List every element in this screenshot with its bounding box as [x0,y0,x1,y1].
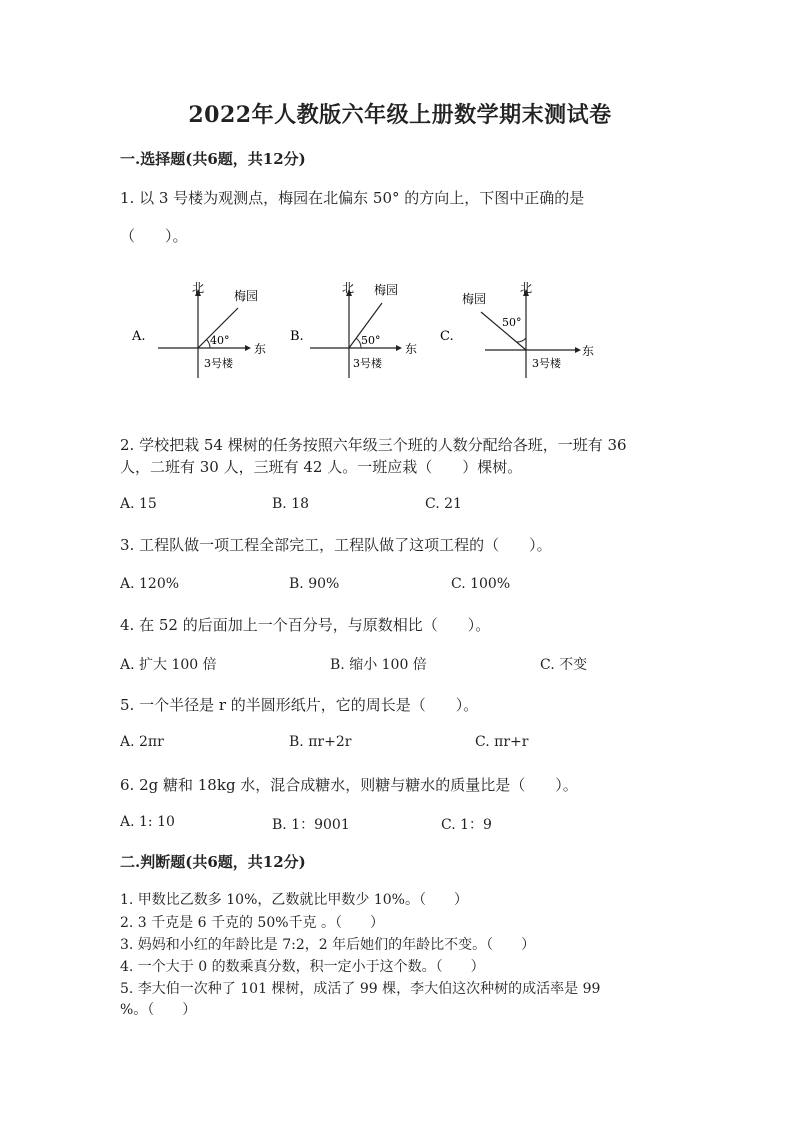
question-6-option-b: B. 1：9001 [272,817,350,833]
judge-item-4: 4. 一个大于 0 的数乘真分数，积一定小于这个数。（ ） [120,959,485,975]
figure-c-east-arrow [575,347,581,353]
figure-a-angle-label: 40° [210,334,230,347]
figure-c-origin-label: 3号楼 [532,357,561,370]
section-heading-judge: 二.判断题(共6题，共12分) [120,853,306,871]
figure-c-option-label: C. [440,329,454,344]
question-3-option-b: B. 90% [289,576,340,592]
figure-b-north-label: 北 [342,281,355,295]
judge-item-2: 2. 3 千克是 6 千克的 50%千克 。（ ） [120,915,384,931]
figure-b-east-arrow [396,345,402,351]
question-2-option-b: B. 18 [272,496,310,512]
figure-c-angle-label: 50° [502,316,522,329]
figure-b-angle-label: 50° [361,334,381,347]
question-3-option-c: C. 100% [451,576,511,592]
figure-a [131,281,266,378]
figure-a-east-arrow [245,345,251,351]
judge-item-5-line-1: 5. 李大伯一次种了 101 棵树，成活了 99 棵，李大伯这次种树的成活率是 99 [120,981,601,997]
figure-c-north-label: 北 [520,281,533,295]
question-4-text: 4. 在 52 的后面加上一个百分号，与原数相比（ ）。 [120,616,491,634]
figure-b [290,281,417,378]
question-6-text: 6. 2g 糖和 18kg 水，混合成糖水，则糖与糖水的质量比是（ ）。 [120,776,578,794]
question-4-option-c: C. 不变 [540,657,588,673]
question-2-option-a: A. 15 [120,496,157,512]
question-5-option-a: A. 2πr [120,734,164,750]
figure-a-origin-label: 3号楼 [204,357,233,370]
figure-b-origin-label: 3号楼 [353,357,382,370]
question-1-figures [120,278,600,378]
question-1-line-2: （ ）。 [120,227,188,245]
question-2-line-2: 人，二班有 30 人，三班有 42 人。一班应栽（ ）棵树。 [120,458,523,476]
question-5-option-b: B. πr+2r [289,734,352,750]
figure-c-angle-arc [517,338,526,342]
figure-c-east-label: 东 [582,344,595,358]
question-2-line-1: 2. 学校把栽 54 棵树的任务按照六年级三个班的人数分配给各班，一班有 36 [120,436,627,454]
question-5-text: 5. 一个半径是 r 的半圆形纸片，它的周长是（ ）。 [120,696,479,714]
figure-b-target-label: 梅园 [374,283,399,297]
judge-item-3: 3. 妈妈和小红的年龄比是 7:2，2 年后她们的年龄比不变。（ ） [120,937,536,953]
question-6-option-c: C. 1：9 [441,817,492,833]
figure-c-target-label: 梅园 [462,292,487,306]
question-2-option-c: C. 21 [425,496,462,512]
question-3-option-a: A. 120% [120,576,180,592]
section-heading-choice: 一.选择题(共6题，共12分) [120,150,306,168]
question-6-option-a: A. 1: 10 [120,814,175,830]
question-1-line-1: 1. 以 3 号楼为观测点，梅园在北偏东 50° 的方向上，下图中正确的是 [120,189,585,207]
figure-a-east-label: 东 [254,342,267,356]
question-4-option-a: A. 扩大 100 倍 [120,657,217,673]
figure-a-north-label: 北 [192,281,205,295]
judge-item-5-line-2: %。（ ） [120,1002,197,1018]
figure-c [440,281,594,378]
figure-b-option-label: B. [290,329,304,344]
question-5-option-c: C. πr+r [475,734,529,750]
page-title: 2022年人教版六年级上册数学期末测试卷 [188,102,612,128]
figure-a-target-label: 梅园 [234,289,259,303]
judge-item-1: 1. 甲数比乙数多 10%，乙数就比甲数少 10%。（ ） [120,892,468,908]
figure-a-option-label: A. [132,329,146,344]
question-3-text: 3. 工程队做一项工程全部完工，工程队做了这项工程的（ ）。 [120,536,552,554]
figure-b-east-label: 东 [405,342,418,356]
question-4-option-b: B. 缩小 100 倍 [330,657,427,673]
